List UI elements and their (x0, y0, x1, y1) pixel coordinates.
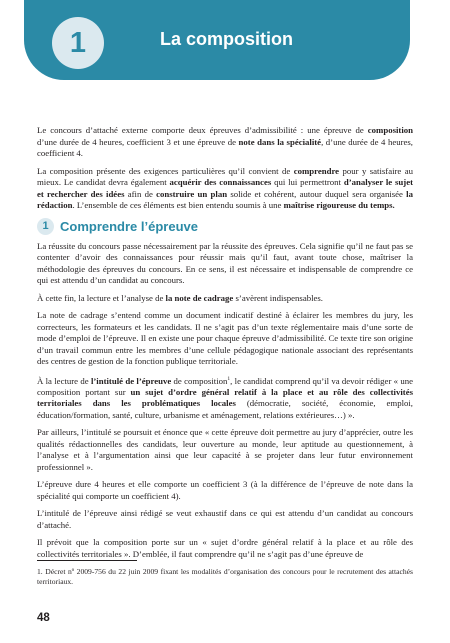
text-run: , le candidat comprend qu’il va devoir rédiger « une composition portant sur (37, 375, 413, 397)
page-content (37, 125, 413, 566)
text-run: L’épreuve dure 4 heures et elle comporte un coefficient 3 (à la différence de l’épreuve de note dans la spécialité qui comporte un coefficient 4). (37, 479, 413, 501)
emphasis-text: un sujet d’ordre général relatif à la place et au rôle des collectivités territoriales dans les problématiques locales (37, 386, 413, 409)
body-paragraphs (37, 241, 413, 561)
text-run: de composition (171, 375, 228, 386)
body-paragraph (37, 241, 413, 287)
text-run: La note de cadrage s’entend comme un document indicatif destiné à éclairer les membres du jury, les correcteurs, les formateurs et les candidats. Il ne s’agit pas d’un texte réglementaire mais d’une sorte de mode d’emploi de l’épreuve. Il en existe une pour chaque épreuve d’admissibilité. Ce texte tire son origine d’un travail commun entre les membres d’une cellule pédagogique nationale associant des représentants des centres de gestion de la fonction publique territoriale. (37, 310, 413, 366)
text-run: L’intitulé de l’épreuve ainsi rédigé se veut exhaustif dans ce qui est attendu d’un candidat au concours d’attaché. (37, 508, 413, 530)
emphasis-text: composition (367, 125, 413, 135)
text-run: Le concours d’attaché externe comporte deux épreuves d’admissibilité : une épreuve de (37, 125, 368, 135)
body-paragraph (37, 374, 413, 422)
text-run: , d’une durée de 4 heures, coefficient 4. (37, 136, 413, 158)
emphasis-text: note dans la spécialité (238, 136, 322, 147)
text-run: Par ailleurs, l’intitulé se poursuit et énonce que « cette épreuve doit permettre au jury d’apprécier, outre les qualités rédactionnelles des candidats, leur ouverture au monde, leur aptitude au questionnement, à l’analyse et à l’argumentation ainsi que leur capacité à se projeter dans leur futur environnement professionnel ». (37, 427, 413, 472)
body-paragraph (37, 293, 413, 305)
body-paragraph (37, 479, 413, 502)
section-number-badge: 1 (37, 218, 54, 235)
intro-paragraph (37, 125, 413, 160)
text-run: À la lecture de (37, 375, 91, 386)
section-title: Comprendre l’épreuve (60, 218, 198, 234)
text-run: La composition présente des exigences particulières qu’il convient de (37, 165, 294, 176)
text-run: solide et cohérent, autour duquel sera organisée (227, 188, 407, 199)
text-run: (démocratie, société, économie, emploi, éducation/formation, santé, culture, urbanisme et aménagement, relations extérieures…) ». (37, 398, 413, 420)
chapter-title: La composition (160, 29, 294, 49)
body-paragraph (37, 508, 413, 531)
footnote-ref: 1 (227, 375, 231, 382)
text-run: Il prévoit que la composition porte sur un « sujet d’ordre général relatif à la place et au rôle des collectivités territoriales ». D’emblée, il faut comprendre qu’il ne s’agit pas d’une épreuve de (37, 537, 413, 559)
intro-paragraph (37, 166, 413, 212)
footnote-divider (37, 560, 137, 561)
text-run: s’avèrent indispensables. (233, 292, 323, 303)
text-run: d’une durée de 4 heures, coefficient 3 et une épreuve de (37, 136, 239, 147)
footnote: 1. Décret nº 2009-756 du 22 juin 2009 fixant les modalités d’organisation des concours pour le recrutement des attachés territoriaux. (37, 567, 413, 586)
emphasis-text: construire un plan (156, 188, 228, 199)
text-run: . L’ensemble de ces éléments est bien entendu soumis à une (72, 200, 284, 210)
emphasis-text: d’analyser le sujet et rechercher des idées (37, 177, 414, 199)
body-paragraph (37, 537, 413, 560)
intro-paragraphs (37, 125, 413, 212)
emphasis-text: la note de cadrage (165, 292, 234, 303)
text-run: qui lui permettront (271, 177, 344, 187)
emphasis-text: comprendre (293, 165, 340, 176)
body-paragraph (37, 310, 413, 368)
emphasis-text: la rédaction (37, 188, 413, 210)
emphasis-text: acquérir des connaissances (169, 177, 272, 187)
emphasis-text: maîtrise rigoureuse du temps. (283, 200, 395, 210)
text-run: afin de (124, 188, 157, 199)
text-run: À cette fin, la lecture et l’analyse de (37, 292, 166, 303)
page-number: 48 (37, 612, 50, 624)
body-paragraph (37, 427, 413, 473)
section-heading (37, 218, 413, 235)
chapter-number-badge: 1 (52, 17, 104, 69)
emphasis-text: l’intitulé de l’épreuve (90, 375, 172, 386)
text-run: La réussite du concours passe nécessairement par la réussite des épreuves. Cela signifie qu’il ne faut pas se contenter d’avoir des connaissances pour réussir mais qu’il faut, avant toute chose, maîtriser la méthodologie des épreuves du concours. En ce sens, il est nécessaire et indispensable de comprendre ce qui est attendu d’un candidat au concours. (37, 240, 413, 285)
text-run: pour y satisfaire au mieux. Le candidat devra également (37, 165, 413, 187)
